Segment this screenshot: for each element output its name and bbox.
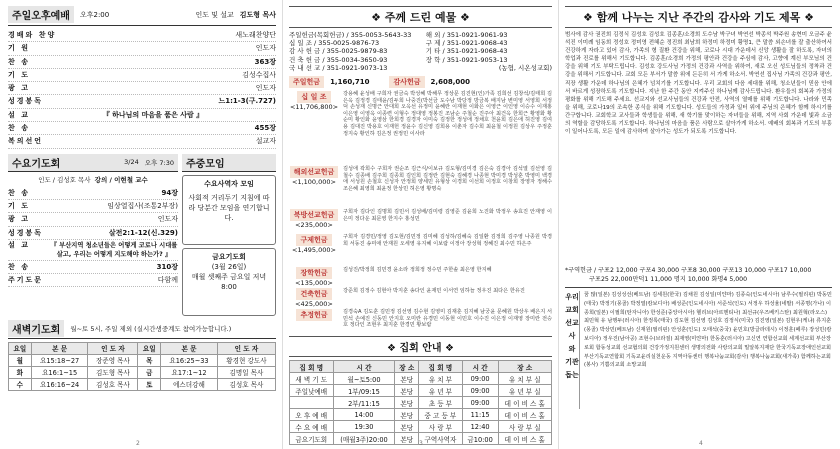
- order-row: 경배와 찬양 새노래찬양단: [8, 29, 276, 42]
- mission-support: [565, 287, 832, 409]
- order-row: 복의선언 설교자: [8, 135, 276, 148]
- meeting-table: 집 회 명 시 간 장 소 집 회 명 시 간 장 소 새 벽 기 도 월~토5:00 본당 유 치 부 09:00 유 치 부 실 주일낮예배 1부/09:15 본당 유 년 부 09:00 유 년 부 실 2부/11:15 본당 초 등 부 09:00 데 이 비 스 홀 오 후 예 배 14:00 본당 중 고 등 부 11:15 데 이 비 스 홀 수 요 예 배 19:30 본당 사 랑 부 12:40 사 랑 부 실 금요기도회 (매월3주)20:00 본당 구역사역자 금10:00 데 이 비 스 홀: [289, 360, 552, 445]
- sunday-offering: 주일헌금 1,160,710 감사헌금 2,608,000: [289, 76, 552, 88]
- wednesday-date: 3/24: [124, 158, 139, 167]
- mission-support-list: 꿈 많(일본) 김성성선(베트남) 김세원(한국) 김채원 김성일(미얀마) 김종숙(인도네시아) 남루수(필리핀) 박동민(태국) 박정기(몽골) 박정열(캄보디아) 배성준(인도네시아) 서준석(인도) 서정우 하성율(네팔) 서종명(가나) 이종희(일본) 이필희(탄자니아) 한성준(중앙아시아) 헬리브(아르헨티나) 최선규(우즈베키스탄) 최원혁(라오스) 최민혁 유 남행두(러시아) 한정록(태국) 김도현 김선영 김성호 김정식(미국) 김진영(일본) 김현우(케냐) 류지훈(몽골) 박상민(베트남) 신재원(필리핀) 안성훈(인도) 오태석(중국) 윤민호(방글라데시) 이정훈(페루) 장성민(캄보디아) 정우진(남아공) 조현수(브라질) 최재영(미얀마) 한동훈(러시아) 고신연 연합선교회 세계선교회 부산장로회 합동성교회 선교협의회 건강가정지원센터 생명의전화 사랑의교회 밀알복지재단 한국기독교장애인선교회 부산기독교연합회 기독교윤리실천운동 지역아동센터 행복나눔교회(감사) 행복나눔교회(새가족) 함께하는교회(봉사) 기쁨의교회 소망교회: [584, 292, 832, 369]
- dawn-prayer: [8, 320, 276, 391]
- table-row: 화 요16:1~15 김도형 목사 금 요17:1~12 김명일 목사: [9, 366, 276, 378]
- dawn-title: 새벽기도회: [8, 320, 64, 337]
- table-row: 수 요16:16~24 김성호 목사 토 에스더강해 김성호 목사: [9, 378, 276, 390]
- table-row: 수 요 예 배 19:30 본당 사 랑 부 12:40 사 랑 부 실: [290, 421, 552, 433]
- order-row: 광 고 인도자: [8, 82, 276, 95]
- weekday-meetings: [182, 154, 276, 316]
- offering-row: 장학헌금 <135,000> 김성진/박정희 김민경 윤소라 정희정 정수민 주한솔 최은영 한지혜: [295, 267, 492, 288]
- order-row-sermon: 설 교 『 부산지역 청소년들은 어떻게 코로나 시대를 살고, 우리는 어떻게 지도해야 하는가? 』: [8, 240, 178, 261]
- table-row: 월 요15:18~27 장준영 목사 목 요16:25~33 황경현 강도사: [9, 354, 276, 366]
- account-list: 주일헌금(목회헌금) / 355-0053-5643-33 십 일 조 / 355-0025-9876-73 감 사 헌 금 / 355-0025-9879-83 건 축 헌 금 / 355-0034-3650-93 국 내 선 교 / 351-0921-9073-13 해 외 / 351-0921-9061-93 구 제 / 351-0921-9068-43 기 타 / 351-0921-9068-43 장 학 / 351-0921-9053-13 (농협, 시온성교회): [289, 31, 552, 72]
- order-row-sermon: 설 교 『 하나님의 마음을 품은 사람 』: [8, 109, 276, 122]
- meeting-title: ❖ 집회 안내 ❖: [289, 336, 552, 357]
- page-right: [558, 0, 840, 449]
- afternoon-service-lead: 인도 및 설교: [195, 10, 234, 19]
- afternoon-service-time: 오후2:00: [79, 10, 110, 19]
- table-row: 주일낮예배 1부/09:15 본당 유 년 부 09:00 유 년 부 실: [290, 385, 552, 397]
- wednesday-order: [8, 187, 178, 288]
- prayer-text: 범사에 감사 권진희 김정식 김성호 김성호 김종훈/소경희 도수남 박구녀 박연선 박종석 박주원 송현미 오금주 윤석진 이미례 임동희 정성호 정미영 전혜순 정진희 최남희 하정미 하정미 황명1, 큰 말씀 외손녀를 잘 출산하여서 건강하게 자라고 있어 감사, 가족의 형 질환 건강을 위해, 코로나 시대 가운데서 신앙 생활을 잘 하도록, 자녀의 학업과 진로를 위해서 기도합니다. 김종훈/소경희 가정의 평안과 건강을 주심에 감사, 고향에 계신 부모님의 건강을 위해 기도 부탁드립니다. 김성호 강도사님 가정의 건강과 사역을 위하여, 새로 오신 성도님들의 정착과 건강을 위해서 기도합니다. 교회 모든 부서가 말씀 위에 든든히 서 가게 하소서. 박연선 집사님 가족의 건강과 평안, 직장 생활 가운데 하나님의 은혜가 넘치기를 기도합니다. 우리 교회의 다음 세대를 위해, 청소년들이 믿음 안에서 바르게 성장하도록 기도합니다. 지난 한 주간 동안 지켜주신 하나님께 감사드립니다. 환우들의 회복과 가정의 평화를 위해 기도해 주세요. 선교지와 선교사님들의 건강과 안전, 사역의 열매를 위해 기도합니다. 나라와 민족을 위해, 코로나19의 조속한 종식을 위해 기도합니다. 성도들의 가정과 일터 위에 주님의 은혜가 함께 하시기를 간구합니다. 교회학교 교사들과 학생들을 위해, 새 학기를 맞이하는 자녀들을 위해, 지역 사회 가운데 빛과 소금의 역할을 감당하도록 기도합니다. 하나님의 마음을 품은 사람으로 살아가게 하소서. 예배의 회복과 기도의 부흥이 일어나도록, 모든 일에 감사하며 살아가는 성도가 되도록 기도합니다.: [565, 32, 832, 136]
- page-number: 4: [699, 440, 703, 447]
- afternoon-service-pastor: 김도형 목사: [239, 10, 276, 19]
- order-row: 성경봉독 느1:1-3(구.727): [8, 95, 276, 108]
- page-left: [0, 0, 282, 449]
- order-row: 찬 송 94장: [8, 187, 178, 200]
- offering-row: 북방선교헌금 <235,000> 구희자 김다인 김명희 김민서 김성배/김미령 김영준 김윤희 노진화 박정우 송효진 안재영 이은미 정다운 최문영 한지수 홍성민: [289, 209, 552, 231]
- wednesday-leaders: 인도 / 김성호 목사 강의 / 이현철 교수: [38, 175, 148, 184]
- table-row: 금요기도회 (매월3주)20:00 본당 구역사역자 금10:00 데 이 비 스 홀: [290, 433, 552, 445]
- weekday-title: 주중모임: [182, 154, 276, 172]
- table-row: 오 후 예 배 14:00 본당 중 고 등 부 11:15 데 이 비 스 홀: [290, 409, 552, 421]
- dawn-table: 요일 본 문 인 도 자 요일 본 문 인 도 자 월 요15:18~27 장준영 목사 목 요16:25~33 황경현 강도사 화 요16:1~15 김도형 목사 금 요17:1~12 김명일 목사 수 요16:16~24 김성호 목사 토 에스더강해 김성호 목사: [8, 342, 276, 391]
- order-row: 기 원 인도자: [8, 42, 276, 55]
- friday-prayer-box: 금요기도회 (3월 26일) 매월 셋째주 금요일 저녁 8:00: [182, 248, 276, 316]
- page-middle: [282, 0, 558, 449]
- offering-row: 구제헌금 <1,495,000> 구희자 김경민/정영 김도현/김민정 김미혜 김성하/김혜숙 김일환 김정희 김주영 나종원 박경희 서동진 송미애 안재원 오세영 유지혜 이보람 이정아 장성혁 정혜진 최수민 하은주: [292, 234, 552, 255]
- district-offering: *구역헌금 / 구포2 12,000 구포4 30,000 구포8 30,000 구포13 10,000 구포17 10,000 구포25 22,000만덕1 11,000 명지 10,000 화명4 5,000: [565, 267, 812, 283]
- wednesday-section: [8, 154, 276, 316]
- order-row: 기 도 임상열집사(조통2부장): [8, 200, 178, 213]
- table-row: 2부/11:15 본당 초 등 부 09:00 데 이 비 스 홀: [290, 397, 552, 409]
- dawn-note: 월~토 5시, 주일 제외 (실시간생중계도 참여가능합니다.): [70, 324, 232, 333]
- order-row: 찬 송 310장: [8, 261, 178, 274]
- offering-row: 추정헌금 김경숙A 김도훈 김민정 김선영 김수현 김영미 김재훈 김지혜 남궁윤 문혜원 박상우 배은지 서민석 손예진 신동민 안지호 오미란 유경민 이동현 이민호 이수진 이은정 이재영 장미란 전승호 정다인 조현우 최지훈 한경민 황보람: [289, 309, 552, 331]
- wednesday-time: 오후 7:30: [144, 158, 174, 167]
- prayer-title: ❖ 함께 나누는 지난 주간의 감사와 기도 제목 ❖: [565, 6, 832, 28]
- afternoon-service-header: [8, 6, 276, 26]
- mission-support-label: 우리 교회 선교사 와 기관 돕는: [565, 291, 580, 409]
- offering-row: 건축헌금 <425,000> 강준희 김정수 김현아 박지훈 송다인 윤재민 이서연 임하늘 정우진 최다은 한유진: [295, 288, 525, 309]
- worker-meeting-box: 수요사역자 모임 사회적 거리두기 지침에 따라 당분간 모임을 연기합니다.: [182, 175, 276, 245]
- afternoon-order: [8, 29, 276, 149]
- offering-row: 십 일 조 <11,706,800> 강용혜 윤성배 구희자 권금숙 박성혜 박해무 정상문 김진현(인)가족 김희선 김창석/김태희 김은옥 김정경 김태윤/김두희 나중진(박선금 도수남 박당정 방금복 배지남 변미영 서영희 서정덕 손성재 신명근 안대희 오옥선 유정미 윤혜란 이재현 이화은 이영근 이인영 이승수 이재홍 이은영 이영옥 이종련 이형수 정대영 정봉진 조남순 주철순 진주아 최건옥 한희근 황영화 황순미 황인화 윤영삼 한희경 김경자 이미숙 김정한 정성애 정채호 천윤희 김은애 허진영 김여용 김대진 박용호 이재헌 정윤수 김신영 김희용 이춘자 김수희 최윤철 이정원 김상우 주정훈 정지숙 황인하 김은정 권정민 이사라: [289, 91, 552, 137]
- order-row: 성경봉독 살전2:1-12(신.329): [8, 227, 178, 240]
- wednesday-title: 수요기도회: [12, 158, 61, 170]
- order-row: 광 고 인도자: [8, 213, 178, 226]
- offering-title: ❖ 주께 드린 예물 ❖: [289, 6, 552, 28]
- offering-row: 해외선교헌금 <1,100,000> 김성애 곽희수 구희자 권순조 김근식/이보규 김도형/김미경 김은숙 김경아 김석열 김선영 김철수 김종배 김주희 김종희 김인희 김정란 김현숙 김혜경 나종현 박미경 박성훈 박영미 백경애 서성원 손철호 신성자 안정희 양세민 유형상 이경희 이선희 이정호 이창희 장영자 정해수 조은혜 최영희 최윤정 한상민 허은영 황명숙: [289, 166, 552, 206]
- order-row: 기 도 김성수집사: [8, 69, 276, 82]
- table-row: 새 벽 기 도 월~토5:00 본당 유 치 부 09:00 유 치 부 실: [290, 373, 552, 385]
- wednesday-header: [8, 154, 178, 172]
- order-row: 찬 송 455장: [8, 122, 276, 135]
- wednesday-prayer: [8, 154, 178, 316]
- afternoon-service-title: 주일오후예배: [8, 6, 74, 23]
- page-number: 3: [419, 440, 423, 447]
- order-row: 찬 송 363장: [8, 56, 276, 69]
- order-row: 주기도문 다함께: [8, 274, 178, 287]
- page-number: 2: [136, 440, 140, 447]
